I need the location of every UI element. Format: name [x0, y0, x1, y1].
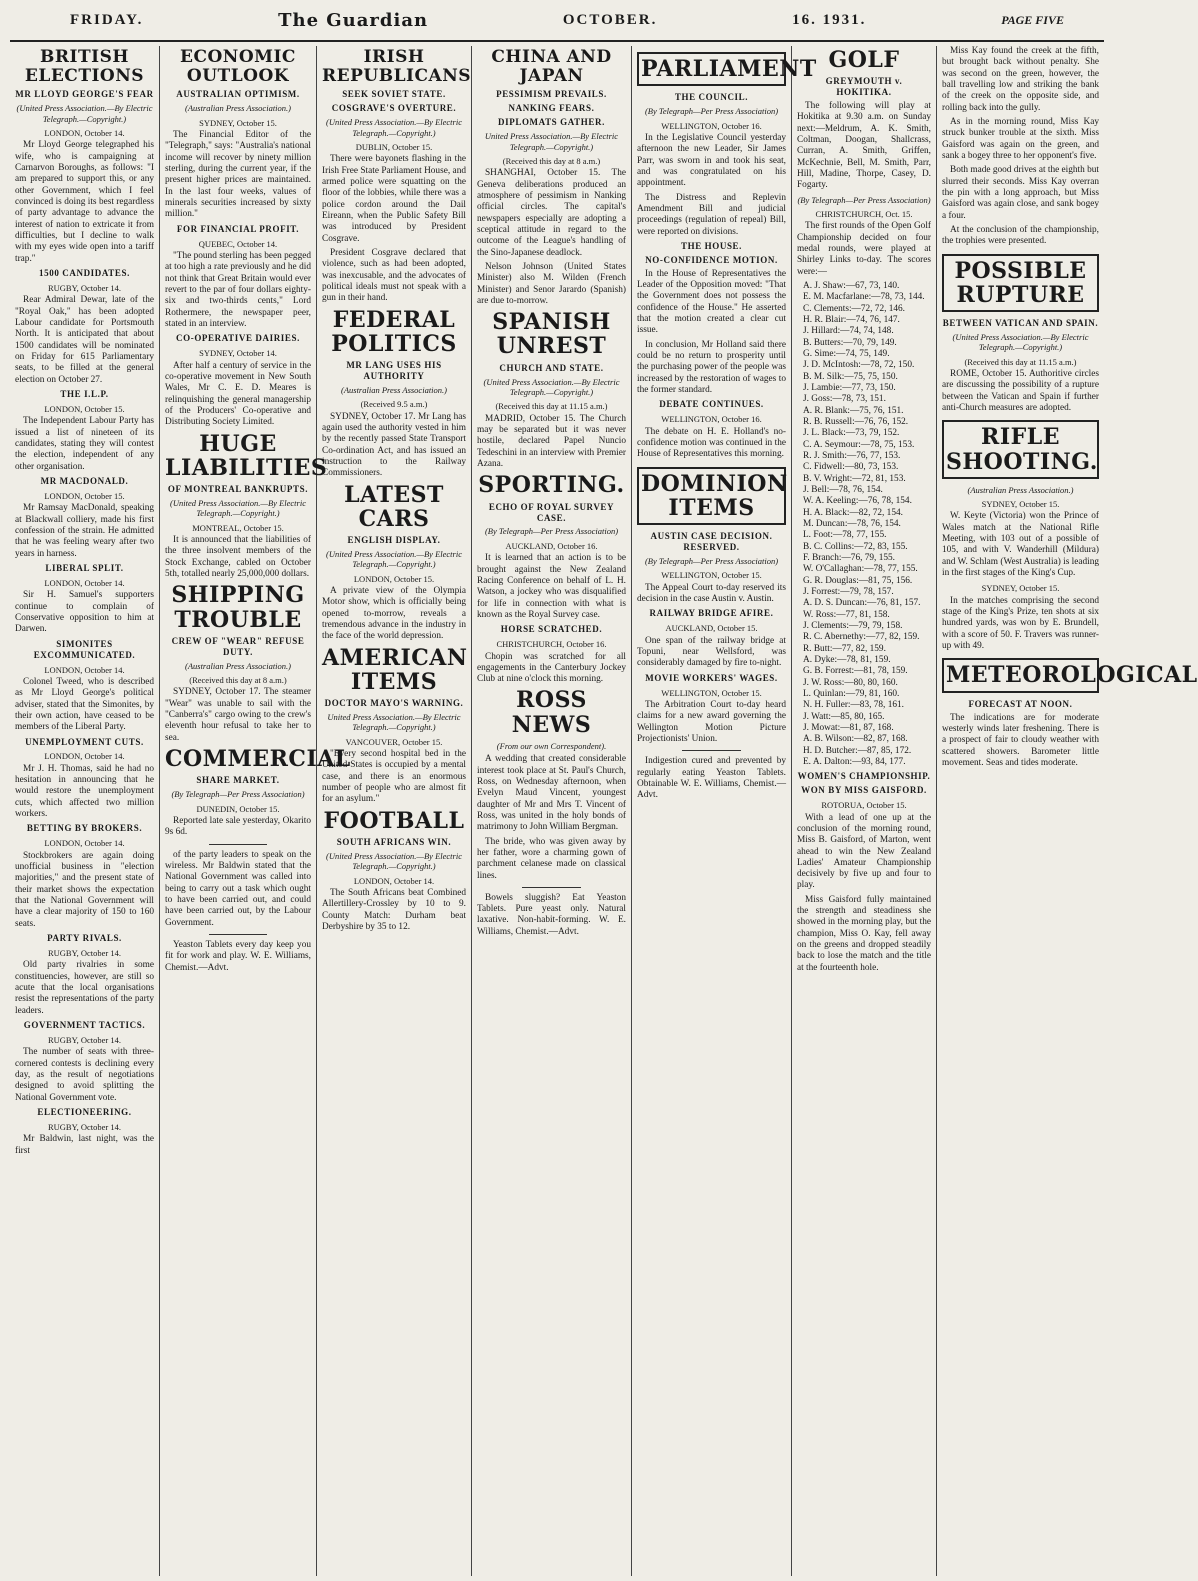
dateline: CHRISTCHURCH, Oct. 15. [815, 209, 913, 220]
score-row: J. Bell:—78, 76, 154. [803, 485, 883, 496]
article-text: In the House of Representatives the Leader of the Opposition moved: "That the Government does not possess the confidence of the House." He asserted that the motion created a clear cut issue. [637, 268, 786, 336]
divider [522, 887, 582, 888]
headline: SHIPPING TROUBLE [171, 582, 305, 633]
subheading: ECHO OF ROYAL SURVEY CASE. [488, 501, 615, 523]
score-row: G. B. Forrest:—81, 78, 159. [803, 666, 908, 677]
score-row: C. Fidwell:—80, 73, 153. [803, 462, 899, 473]
article-text: Miss Gaisford fully maintained the strength and steadiness she showed in the morning play, but the champion, Miss O. Kay, fell away on the greens and dropped steadily back to lose the match and the title at the fourteenth hole. [797, 894, 931, 973]
headline: PARLIAMENT [637, 52, 786, 86]
article-text: It is announced that the liabilities of the three insolvent members of the Stock Exchange, cabled on October 5th, totalled nearly 25,000,000 dollars. [165, 535, 311, 580]
subheading: THE HOUSE. [680, 240, 742, 251]
headline: HUGE LIABILITIES [165, 430, 328, 481]
article-text: The Distress and Replevin Amendment Bill and judicial proceedings (regulation of repeal) Bill, were reported on divisions. [637, 192, 786, 237]
advertisement: Indigestion cured and prevented by regularly eating Yeaston Tablets. Obtainable W. E. Williams, Chemist.—Advt. [637, 756, 786, 801]
dateline: SYDNEY, October 15. [981, 583, 1060, 594]
subheading: LIBERAL SPLIT. [45, 562, 124, 573]
dateline: SYDNEY, October 14. [199, 348, 277, 359]
article-text: Old party rivalries in some constituencies, however, are still so acute that the local organisations resist the representations of the party leaders. [15, 960, 154, 1016]
subheading: SOUTH AFRICANS WIN. [336, 836, 452, 847]
subheading: THE I.L.P. [60, 388, 109, 399]
score-row: H. R. Blair:—74, 76, 147. [803, 315, 900, 326]
credit: (Australian Press Association.) [340, 384, 447, 395]
credit: (From our own Correspondent). [496, 740, 607, 751]
score-row: N. H. Fuller:—83, 78, 161. [803, 700, 904, 711]
score-row: A. R. Blank:—75, 76, 151. [803, 405, 904, 416]
subheading: GOVERNMENT TACTICS. [23, 1020, 146, 1031]
masthead-title: The Guardian [278, 9, 429, 31]
divider [209, 844, 267, 845]
dateline: CHRISTCHURCH, October 16. [496, 639, 607, 650]
article-text: At the conclusion of the championship, the trophies were presented. [942, 224, 1099, 247]
article-text: President Cosgrave declared that violence, such as had been adopted, was inexcusable, and the advocates of political ideals must not speak with a gun in their hand. [322, 248, 466, 304]
subheading: SIMONITES EXCOMMUNICATED. [33, 638, 136, 660]
credit: (United Press Association.—By Electric Telegraph.—Copyright.) [326, 549, 462, 570]
score-row: J. W. Ross:—80, 80, 160. [803, 677, 898, 688]
dateline: RUGBY, October 14. [47, 948, 122, 959]
subheading: FORECAST AT NOON. [968, 698, 1073, 709]
dateline: WELLINGTON, October 15. [661, 570, 762, 581]
headline: POSSIBLE RUPTURE [942, 254, 1099, 312]
subheading: BETWEEN VATICAN AND SPAIN. [942, 317, 1099, 328]
score-row: R. C. Abernethy:—77, 82, 159. [803, 632, 920, 643]
credit: (United Press Association.—By Electric Telegraph.—Copyright.) [483, 376, 620, 397]
score-row: C. A. Seymour:—78, 75, 153. [803, 439, 915, 450]
dateline: LONDON, October 14. [353, 875, 435, 886]
article-text: Chopin was scratched for all engagements in the Canterbury Jockey Club at nine o'clock this morning. [477, 651, 626, 685]
subheading: AUSTRALIAN OPTIMISM. [176, 89, 300, 100]
score-row: H. A. Black:—82, 72, 154. [803, 507, 903, 518]
score-row: B. Butters:—70, 79, 149. [803, 337, 897, 348]
subheading: COSGRAVE'S OVERTURE. [331, 103, 457, 114]
dateline: DUBLIN, October 15. [355, 142, 433, 153]
score-row: B. C. Collins:—72, 83, 155. [803, 541, 908, 552]
subheading: DIPLOMATS GATHER. [498, 117, 605, 128]
article-text: SYDNEY, October 17. Mr Lang has again used the authority vested in him by the recently passed State Transport Co-ordination Act, and has issued an instruction to the Railway Commissioners. [322, 411, 466, 479]
dateline: LONDON, October 14. [44, 838, 125, 849]
credit: (United Press Association.—By Electric Telegraph.—Copyright.) [16, 103, 153, 124]
columns [10, 46, 1198, 1576]
article-text: It is learned that an action is to be brought against the New Zealand Racing Conference on behalf of L. H. Watson, a jockey who was disqualified for life in connection with what is known as the Royal Survey case. [477, 553, 626, 620]
score-row: R. B. Russell:—76, 76, 152. [803, 417, 909, 428]
subheading: RAILWAY BRIDGE AFIRE. [649, 608, 774, 619]
divider [682, 750, 742, 751]
headline: CHINA AND JAPAN [491, 47, 612, 86]
subheading: UNEMPLOYMENT CUTS. [25, 736, 144, 747]
masthead-date: 16. 1931. [792, 11, 867, 28]
article-text: Mr Ramsay MacDonald, speaking at Blackwall colliery, made his first confession of the strain. He admitted that he was feeling weary after two years in harness. [15, 503, 154, 559]
score-row: B. V. Wright:—72, 81, 153. [803, 473, 906, 484]
article-text: The Independent Labour Party has issued a list of nineteen of its candidates, stating they will contest the election, independent of any other organisation. [15, 416, 154, 472]
headline: DOMINION ITEMS [637, 467, 786, 525]
score-row: J. Hillard:—74, 74, 148. [803, 326, 894, 337]
score-row: W. Ross:—77, 81, 158. [803, 609, 890, 620]
headline: SPANISH UNREST [492, 309, 611, 360]
score-row: J. Mowat:—81, 87, 168. [803, 722, 894, 733]
score-row: J. D. McIntosh:—78, 72, 150. [803, 360, 915, 371]
subheading: HORSE SCRATCHED. [500, 624, 603, 635]
article-text: In the Legislative Council yesterday afternoon the new Leader, Sir James Parr, was sworn in and took his seat, and was congratulated on his appointment. [637, 132, 786, 189]
score-row: C. Clements:—72, 72, 146. [803, 303, 906, 314]
column-parliament [632, 46, 817, 1576]
subheading: AUSTIN CASE DECISION. RESERVED. [650, 531, 773, 553]
score-row: A. J. Shaw:—67, 73, 140. [803, 281, 900, 292]
article-text: With a lead of one up at the conclusion of the morning round, Miss B. Gaisford, of Marton, went ahead to win the New Zealand Ladies' Amateur Championship decisively by five up and four to play. [797, 812, 931, 891]
score-list [797, 281, 931, 768]
headline: LATEST CARS [344, 481, 444, 532]
subheading: BETTING BY BROKERS. [26, 823, 143, 834]
article-text: ROME, October 15. Authoritive circles are discussing the possibility of a rupture between the Vatican and Spain if further anti-Church measures are adopted. [942, 369, 1099, 413]
article-text: MADRID, October 15. The Church may be separated but it was never hostile, declared Papel Nuncio Tedeschini in an interview with Premier Azana. [477, 413, 626, 470]
article-text: One span of the railway bridge at Topuni, near Wellsford, was considerably damaged by fire to-night. [637, 635, 786, 669]
subheading: CO-OPERATIVE DAIRIES. [176, 333, 300, 344]
subheading: ENGLISH DISPLAY. [347, 535, 441, 546]
dateline: (Received this day at 8 a.m.) [189, 675, 287, 686]
article-text: Mr Baldwin, last night, was the first [15, 1134, 154, 1156]
masthead [10, 0, 1104, 42]
subheading: SHARE MARKET. [196, 775, 280, 786]
dateline: DUNEDIN, October 15. [196, 803, 280, 814]
dateline: WELLINGTON, October 16. [661, 120, 762, 131]
page-number: PAGE FIVE [1001, 12, 1064, 27]
subheading: DOCTOR MAYO'S WARNING. [324, 698, 464, 709]
article-text: As in the morning round, Miss Kay struck bunker trouble at the sixth. Miss Gaisford was again on the green, and sank a bogey three to her opponent's five. [942, 116, 1099, 161]
dateline: AUCKLAND, October 15. [665, 623, 758, 634]
article-text: SHANGHAI, October 15. The Geneva deliberations produced an atmosphere of pessimism in Nanking official circles. The capital's newspapers especially are adopting a sceptical attitude in regard to the outcome of the League's handling of the Sino-Japanese deadlock. [477, 168, 626, 258]
masthead-month: OCTOBER. [562, 11, 658, 28]
score-row: W. O'Callaghan:—78, 77, 155. [803, 564, 918, 575]
score-row: J. L. Black:—73, 79, 152. [803, 428, 900, 439]
article-text: Stockbrokers are again doing unofficial business in "election majorities," and the present state of their market shows the expectation that the National Government will have a clear majority of 150 to 160 seats. [15, 850, 154, 929]
subheading: FOR FINANCIAL PROFIT. [176, 223, 300, 234]
score-row: F. Branch:—76, 79, 155. [803, 552, 895, 563]
article-text: Reported late sale yesterday, Okarito 9s 6d. [165, 815, 311, 838]
headline: SPORTING. [478, 472, 625, 499]
headline: AMERICAN ITEMS [322, 644, 468, 695]
article-text: Colonel Tweed, who is described as Mr Lloyd George's political adviser, stated that the Simonites, by their own action, have ceased to be members of the Liberal Party. [15, 676, 154, 733]
score-row: E. A. Dalton:—93, 84, 177. [803, 756, 906, 767]
headline: ROSS NEWS [511, 687, 592, 738]
credit: (United Press Association.—By Electric Telegraph.—Copyright.) [952, 331, 1089, 353]
headline: COMMERCIAL [165, 746, 351, 773]
credit: (Australian Press Association.) [184, 660, 291, 671]
dateline: RUGBY, October 14. [47, 283, 122, 293]
score-row: B. M. Silk:—75, 75, 150. [803, 371, 898, 382]
article-text: The bride, who was given away by her father, wore a charming gown of parchment celanese made on classical lines. [477, 836, 626, 881]
article-text: The Appeal Court to-day reserved its decision in the case Austin v. Austin. [637, 582, 786, 605]
dateline: LONDON, October 14. [44, 751, 125, 762]
article-text: The debate on H. E. Holland's no-confidence motion was continued in the House of Representatives this morning. [637, 426, 786, 460]
subheading: PESSIMISM PREVAILS. [496, 89, 607, 100]
score-row: R. Butt:—77, 82, 159. [803, 643, 886, 654]
dateline: RUGBY, October 14. [47, 1122, 122, 1132]
article-text: Both made good drives at the eighth but slurred their seconds. Miss Kay overran the pin with a long approach, but Miss Gaisford was again close, and sank bogey a four. [942, 165, 1099, 221]
dateline: LONDON, October 15. [353, 573, 435, 584]
article-text: "Every second hospital bed in the United States is occupied by a mental case, and there is an enormous number of people who are almost fit for an asylum." [322, 749, 466, 805]
subheading: NO-CONFIDENCE MOTION. [645, 254, 778, 265]
score-row: A. D. S. Duncan:—76, 81, 157. [803, 598, 921, 609]
subheading: OF MONTREAL BANKRUPTS. [167, 483, 309, 494]
subheading: THE COUNCIL. [674, 92, 749, 103]
score-row: E. M. Macfarlane:—78, 73, 144. [803, 292, 925, 303]
credit: (United Press Association.—By Electric Telegraph.—Copyright.) [170, 497, 306, 519]
credit: (By Telegraph—Per Press Association) [484, 526, 619, 537]
credit: (By Telegraph—Per Press Association) [644, 556, 779, 566]
article-text: of the party leaders to speak on the wireless. Mr Baldwin stated that the National Government was called into being to carry out a task which ought to have been carried out, and could have been carried out, by the Labour Government. [165, 849, 311, 928]
score-row: M. Duncan:—78, 76, 154. [803, 519, 901, 529]
credit: United Press Association.—By Electric Telegraph.—Copyright.) [484, 131, 619, 152]
dateline: LONDON, October 15. [44, 490, 125, 501]
article-text: In conclusion, Mr Holland said there could be no return to prosperity until the purchasing power of the people was increased by the restoration of wages to the former standard. [637, 339, 786, 396]
subheading: DEBATE CONTINUES. [659, 399, 764, 410]
dateline: (Received 9.5 a.m.) [360, 399, 428, 410]
dateline: SYDNEY, October 15. [199, 117, 277, 128]
article-text: The indications are for moderate westerly winds later freshening. There is a prospect of fair to cloudy weather with scattered showers. Barometer little movement. Seas and tides moderate. [942, 712, 1099, 768]
article-text: The number of seats with three-cornered contests is declining every day, as the result of negotiations designed to avoid splitting the National Government vote. [15, 1047, 154, 1103]
subheading: SEEK SOVIET STATE. [342, 89, 446, 100]
score-row: J. Clements:—79, 79, 158. [803, 620, 903, 631]
credit: (Australian Press Association.) [184, 103, 291, 114]
article-text: "The pound sterling has been pegged at too high a rate previously and he did not think that Great Britain would ever revert to the par of four dollars eighty-six and two-thirds cents," Lord Rothermere, the newspaper peer, stated in an interview. [165, 251, 311, 329]
article-text: Mr J. H. Thomas, said he had no hesitation in announcing that he would restore the unemployment cuts, which affected two million workers. [15, 763, 154, 820]
dateline: VANCOUVER, October 15. [345, 736, 443, 747]
column-golf [792, 46, 937, 1576]
divider [209, 934, 267, 935]
score-row: R. J. Smith:—76, 77, 153. [803, 451, 901, 462]
column-golf-continued [937, 46, 1198, 1576]
masthead-day: FRIDAY. [70, 11, 144, 28]
dateline: LONDON, October 14. [44, 128, 125, 139]
score-row: G. Sime:—74, 75, 149. [803, 349, 890, 360]
score-row: L. Foot:—78, 77, 155. [803, 530, 887, 541]
score-row: J. Watt:—85, 80, 165. [803, 711, 885, 722]
subheading: CREW OF "WEAR" REFUSE DUTY. [171, 635, 305, 657]
advertisement: Yeaston Tablets every day keep you fit for work and play. W. E. Williams, Chemist.—Advt. [165, 939, 311, 973]
score-row: A. B. Wilson:—82, 87, 168. [803, 734, 908, 745]
dateline: RUGBY, October 14. [47, 1035, 122, 1046]
score-row: G. R. Douglas:—81, 75, 156. [803, 575, 913, 586]
article-text: The first rounds of the Open Golf Championship decided on four medal rounds, were played at Shirley Links to-day. The scores were:— [797, 221, 931, 277]
score-row: J. Forrest:—79, 78, 157. [803, 586, 894, 597]
article-text: The Financial Editor of the "Telegraph," says: "Australia's national income will recover by ninety million sterling, during the current year, if the present higher prices are maintained. In the last four weeks, values of minerals securities increased by sixty million." [165, 130, 311, 220]
dateline: (Received this day at 8 a.m.) [502, 156, 601, 166]
headline: ECONOMIC OUTLOOK [180, 47, 296, 86]
subheading: NANKING FEARS. [508, 103, 595, 114]
dateline: (Received this day at 11.15 a.m.) [495, 401, 608, 412]
credit: (By Telegraph—Per Press Association) [644, 106, 779, 117]
headline: RIFLE SHOOTING. [942, 420, 1099, 478]
credit: (By Telegraph—Per Press Association) [797, 194, 931, 205]
dateline: ROTORUA, October 15. [821, 800, 907, 811]
column-british-elections [10, 46, 160, 1576]
headline: FEDERAL POLITICS [331, 306, 457, 357]
subheading: 1500 CANDIDATES. [39, 268, 130, 279]
credit: United Press Association.—By Electric Telegraph.—Copyright.) [327, 712, 461, 733]
score-row: J. Lambie:—77, 73, 150. [803, 383, 896, 394]
headline: IRISH REPUBLICANS [322, 47, 472, 86]
credit: (United Press Association.—By Electric Telegraph.—Copyright.) [326, 850, 462, 872]
article-text: W. Keyte (Victoria) won the Prince of Wales match at the National Rifle Meeting, with 103 out of a possible of 105, and with V. Wanderhill (Mildura) and W. Schlam (West Australia) is leading in the first stages of the King's Cup. [942, 511, 1100, 579]
subheading: PARTY RIVALS. [47, 933, 122, 944]
score-row: H. D. Butcher:—87, 85, 172. [803, 745, 912, 756]
dateline: WELLINGTON, October 16. [661, 414, 762, 425]
article-text: A wedding that created considerable interest took place at St. Paul's Church, Ross, on Wednesday afternoon, when Evelyn Maud Vincent, youngest daughter of Mr and Mrs T. Vincent of Ross, was united in the holy bonds of matrimony to John William Bergman. [477, 754, 626, 833]
dateline: LONDON, October 14. [44, 577, 125, 588]
score-row: W. A. Keeling:—76, 78, 154. [803, 496, 912, 507]
dateline: AUCKLAND, October 16. [505, 540, 598, 551]
article-text: Rear Admiral Dewar, late of the "Royal Oak," has been adopted Labour candidate for Portsmouth North. It is anticipated that about 1500 candidates will be nominated on Friday for 615 Parliamentary seats, to be filled at the general election on October 27. [15, 295, 154, 385]
subheading: ELECTIONEERING. [37, 1107, 132, 1118]
article-text: After half a century of service in the co-operative movement in New South Wales, Mr C. E. D. Meares is relinquishing the general managership of the Producers' Co-operative and Distributing Society Limited. [165, 360, 311, 428]
article-text: SYDNEY, October 17. The steamer "Wear" was unable to sail with the "Canberra's" cargo owing to the crew's eleventh hour refusal to take her to sea. [165, 687, 311, 743]
score-row: J. Goss:—78, 73, 151. [803, 394, 886, 405]
dateline: LONDON, October 14. [44, 664, 125, 675]
column-irish-republicans [317, 46, 472, 1576]
subheading: MR MACDONALD. [40, 475, 129, 486]
headline: BRITISH ELECTIONS [24, 47, 145, 86]
subheading: WON BY MISS GAISFORD. [801, 785, 927, 796]
article-text: In the matches comprising the second stage of the King's Prize, ten shots at six hundred yards, was won by E. Brundell, with a score of 50. F. Travers was runner-up with 49. [942, 595, 1099, 652]
subheading: WOMEN'S CHAMPIONSHIP. [797, 771, 931, 782]
headline: GOLF [828, 47, 900, 73]
article-text: There were bayonets flashing in the Irish Free State Parliament House, and armed police were squatting on the floor of the lobbies, while there was a police cordon around the Dail Eireann, when the Public Safety Bill was introduced by President Cosgrave. [322, 154, 466, 244]
dateline: MONTREAL, October 15. [192, 522, 284, 533]
article-text: The following will play at Hokitika at 9.30 a.m. on Sunday next:—Meldrum, A. K. Smith, Coltman, Doogan, Shallcrass, Curran, A. Smith, Griffen, McKechnie, Bell, M. Smith, Parr, Hill, Madine, Thorpe, Casey, D. Fogarty. [797, 101, 931, 191]
headline: FOOTBALL [323, 807, 465, 834]
subheading: CHURCH AND STATE. [499, 362, 604, 373]
score-row: L. Quinlan:—79, 81, 160. [803, 688, 900, 699]
dateline: WELLINGTON, October 15. [661, 687, 762, 698]
article-text: The Arbitration Court to-day heard claims for a new award governing the Wellington Motion Picture Projectionists' Union. [637, 700, 786, 744]
article-text: Sir H. Samuel's supporters continue to complain of Conservative opposition to him at Darwen. [15, 590, 154, 635]
subheading: MR LLOYD GEORGE'S FEAR [15, 89, 154, 100]
article-text: Mr Lloyd George telegraphed his wife, who is campaigning at Carnarvon Boroughs, as follows: "I am prepared to support this, or any other Government, which I feel convinced is doing its best regardless of party advantage to advance the interest of nation to extricate it from difficulties, but I decline to walk with my eyes wide open into a tariff trap." [15, 140, 154, 264]
article-text: The South Africans beat Combined Allertillery-Crossley by 10 to 9. County Match: Durham beat Derbyshire by 35 to 12. [322, 888, 466, 932]
article-text: A private view of the Olympia Motor show, which is officially being opened to-morrow, reveals a tremendous advance in the industry in the face of the world depression. [322, 586, 466, 642]
headline: METEOROLOGICAL [942, 658, 1099, 692]
article-text: Miss Kay found the creek at the fifth, but brought back without penalty. She was second on the green, however, the ball travelling low and striking the bank of the creek on the opposite side, and rolling back into the gully. [942, 46, 1099, 113]
column-economic-outlook [160, 46, 351, 1576]
score-row: A. Dyke:—78, 81, 159. [803, 654, 891, 665]
dateline: (Received this day at 11.15 a.m.) [964, 356, 1077, 367]
dateline: LONDON, October 15. [44, 403, 125, 414]
credit: (United Press Association.—By Electric Telegraph.—Copyright.) [326, 117, 462, 138]
subheading: GREYMOUTH v. HOKITIKA. [825, 76, 903, 98]
credit: (By Telegraph—Per Press Association) [171, 789, 305, 800]
advertisement: Bowels sluggish? Eat Yeaston Tablets. Pure yeast only. Natural laxative. Non-habit-forming. W. E. Williams, Chemist.—Advt. [477, 892, 626, 937]
article-text: Nelson Johnson (United States Minister) also M. Wilden (French Minister) and Senor Jarardo (Spanish) are due to-morrow. [477, 261, 626, 306]
subheading: MR LANG USES HIS AUTHORITY [346, 360, 442, 381]
dateline: QUEBEC, October 14. [198, 238, 278, 249]
subheading: MOVIE WORKERS' WAGES. [645, 672, 778, 683]
column-china-and-japan [472, 46, 632, 1576]
dateline: SYDNEY, October 15. [981, 499, 1060, 510]
credit: (Australian Press Association.) [967, 484, 1074, 495]
